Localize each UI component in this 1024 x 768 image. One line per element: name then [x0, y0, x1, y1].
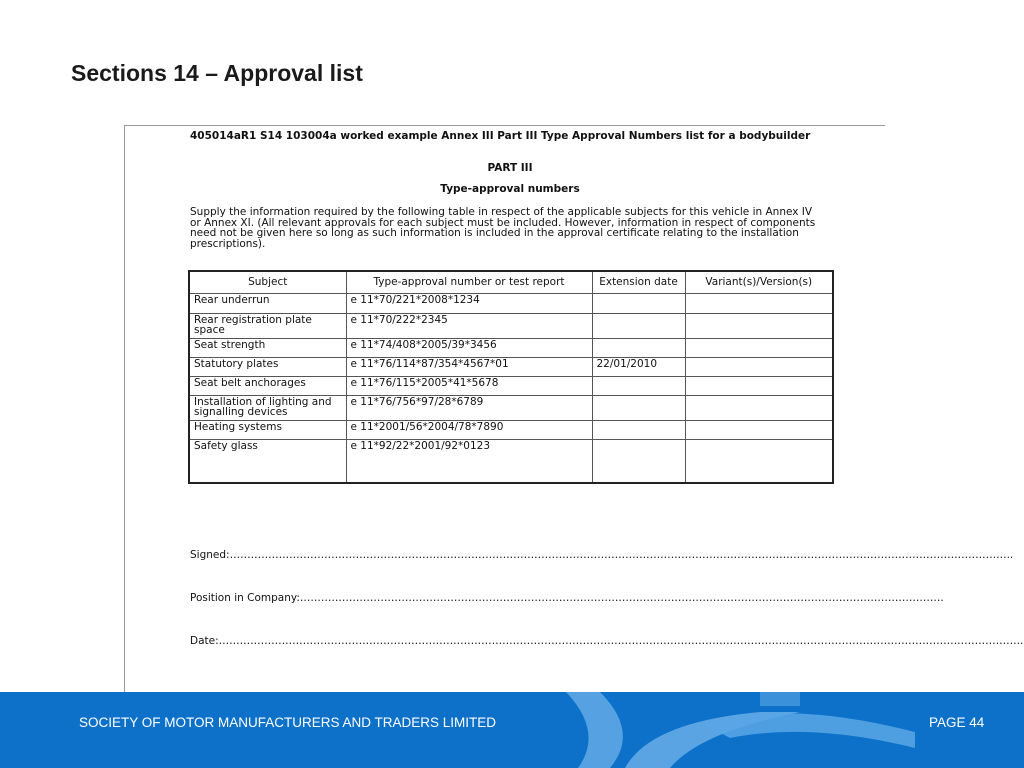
cell-subject: Rear underrun	[189, 293, 346, 313]
cell-date	[592, 439, 685, 483]
slide-title: Sections 14 – Approval list	[71, 60, 363, 86]
header-extension-date: Extension date	[592, 271, 685, 293]
cell-subject: Seat strength	[189, 338, 346, 357]
page-number: PAGE 44	[929, 715, 985, 730]
cell-approval: e 11*76/115*2005*41*5678	[346, 376, 592, 395]
cell-date	[592, 313, 685, 338]
cell-variant	[685, 293, 833, 313]
cell-variant	[685, 338, 833, 357]
table-header-row	[189, 271, 833, 293]
cell-approval: e 11*92/22*2001/92*0123	[346, 439, 592, 483]
table-row	[189, 338, 833, 357]
cell-date	[592, 338, 685, 357]
type-approval-subtitle: Type-approval numbers	[440, 183, 580, 195]
cell-subject: Heating systems	[189, 420, 346, 439]
table-row	[189, 313, 833, 338]
approval-table	[188, 270, 834, 484]
cell-approval: e 11*74/408*2005/39*3456	[346, 338, 592, 357]
cell-approval: e 11*70/221*2008*1234	[346, 293, 592, 313]
table-row	[189, 293, 833, 313]
footer-bar	[0, 692, 1024, 768]
cell-subject: Seat belt anchorages	[189, 376, 346, 395]
table-row	[189, 376, 833, 395]
cell-variant	[685, 376, 833, 395]
table-row	[189, 395, 833, 420]
table-row	[189, 420, 833, 439]
document-heading: 405014aR1 S14 103004a worked example Annex III Part III Type Approval Numbers list for a bodybuilder	[190, 130, 811, 142]
cell-approval: e 11*2001/56*2004/78*7890	[346, 420, 592, 439]
cell-date	[592, 395, 685, 420]
cell-variant	[685, 313, 833, 338]
footer-swoosh-graphic	[0, 692, 1024, 768]
header-subject: Subject	[189, 271, 346, 293]
header-variants: Variant(s)/Version(s)	[685, 271, 833, 293]
header-type-approval: Type-approval number or test report	[346, 271, 592, 293]
cell-variant	[685, 439, 833, 483]
position-line: Position in Company:………………………………………………………………………………………………………………………………………………………………….	[190, 592, 944, 604]
cell-date	[592, 376, 685, 395]
cell-approval: e 11*76/114*87/354*4567*01	[346, 357, 592, 376]
cell-date: 22/01/2010	[592, 357, 685, 376]
cell-subject: Statutory plates	[189, 357, 346, 376]
date-line: Date:…………………………………………………………………………………………………………………………………………………………………………………………………………..	[190, 635, 1024, 647]
cell-approval: e 11*76/756*97/28*6789	[346, 395, 592, 420]
intro-paragraph: Supply the information required by the following table in respect of the applicable subjects for this vehicle in Annex IV or Annex XI. (All relevant approvals for each subject must be included. However, information in respect of components need not be given here so long as such information is included in the approval certificate relating to the installation prescriptions).	[190, 206, 816, 250]
document-image	[124, 125, 1024, 693]
cell-date	[592, 293, 685, 313]
cell-variant	[685, 357, 833, 376]
footer-organisation: SOCIETY OF MOTOR MANUFACTURERS AND TRADERS LIMITED	[79, 715, 497, 730]
cell-subject: Installation of lighting and signalling devices	[189, 395, 346, 420]
cell-subject: Rear registration plate space	[189, 313, 346, 338]
signed-line: Signed:……………………………………………………………………………………………………………………………………………………………………………………………………..	[190, 549, 1014, 561]
table-row	[189, 439, 833, 483]
cell-approval: e 11*70/222*2345	[346, 313, 592, 338]
cell-subject: Safety glass	[189, 439, 346, 483]
cell-date	[592, 420, 685, 439]
table-row	[189, 357, 833, 376]
cell-variant	[685, 420, 833, 439]
part-title: PART III	[487, 162, 533, 174]
cell-variant	[685, 395, 833, 420]
